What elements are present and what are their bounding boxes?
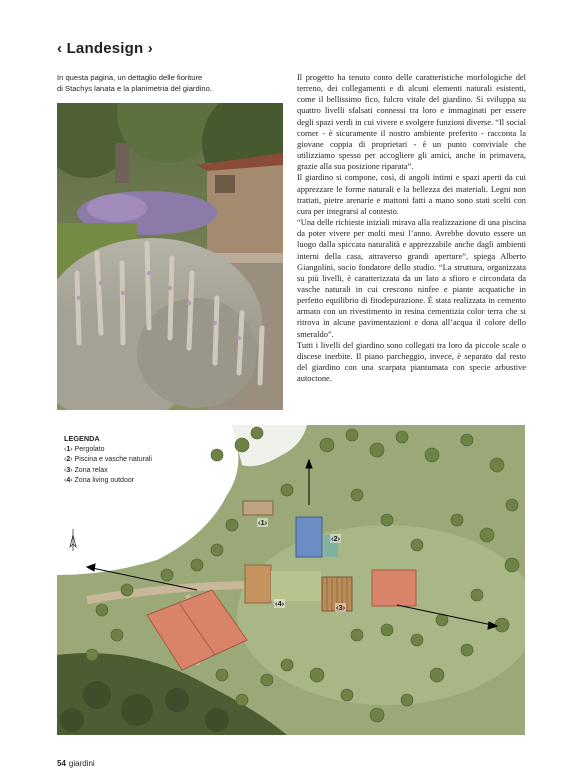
article-paragraph-2: Il giardino si compone, così, di angoli intimi e spazi aperti da cui apprezzare le forme naturali e la bellezza dei materiali. Legni non trattati, pietre arenarie e mattoni fatti a mano sono stati scelti con cura per integrarsi al contesto.: [297, 172, 526, 216]
plan-label-relax: ‹3›: [336, 603, 346, 612]
caption-line-1: In questa pagina, un dettaglio delle fioriture: [57, 73, 203, 82]
legend-item-label: Piscina e vasche naturali: [74, 456, 152, 463]
plan-legend: [64, 434, 152, 487]
article-paragraph-4: Tutti i livelli del giardino sono collegati tra loro da piccole scale o discese inerbite. Il piano parcheggio, invece, è separato dal resto del giardino con una scarpata piantumata con specie arbustive autoctone.: [297, 339, 526, 384]
plan-label-pergola: ‹1›: [258, 518, 268, 527]
page-footer: [57, 759, 95, 768]
garden-site-plan: [57, 425, 525, 735]
caption-line-2: di Stachys lanata e la planimetria del giardino.: [57, 84, 212, 93]
legend-item-living: ‹4› Zona living outdoor: [64, 477, 135, 484]
legend-item-relax: ‹3› Zona relax: [64, 466, 108, 474]
stachys-flowers-illustration: [57, 103, 283, 410]
legend-item-number: 1: [66, 445, 71, 453]
page-number: 54: [57, 759, 66, 768]
legend-item-label: Zona living outdoor: [74, 477, 135, 484]
article-paragraph-3: “Una delle richieste iniziali mirava alla realizzazione di una piscina da poter vivere per molti mesi l’anno. Avrebbe dovuto essere un luogo dalla spiccata naturalità e apprezzabile anche dagli ambienti interni della casa, attraverso grandi aperture”, spiega Alberto Giangolini, socio fondatore dello studio. “La struttura, organizzata su più livelli, è caratterizzata da un lato a sfioro e circondata da vasche naturali in cui crescono ninfee e piante acquatiche in perfetto equilibrio di fitodepurazione. È stata realizzata in cemento armato con un rivestimento in resina cementizia color terra che si ritrova in alcune pavimentazioni e dona all’acqua il colore dello smeraldo”.: [297, 217, 526, 339]
legend-item-pergola: ‹1› Pergolato: [64, 445, 105, 453]
garden-photo: [57, 103, 283, 410]
section-title: ‹ Landesign ›: [57, 40, 153, 57]
legend-item-label: Zona relax: [74, 466, 108, 474]
legend-item-label: Pergolato: [74, 445, 105, 453]
article-body: [297, 72, 526, 384]
legend-item-number: 3: [66, 466, 71, 474]
plan-label-living: ‹4›: [275, 599, 285, 608]
plan-label-pool: ‹2›: [331, 534, 341, 543]
legend-item-number: 4: [66, 477, 71, 484]
magazine-name: giardini: [68, 759, 95, 768]
article-paragraph-1: Il progetto ha tenuto conto delle caratteristiche morfologiche del terreno, dei collegamenti e di alcuni elementi naturali esistenti, come il bellissimo fico, fulcro vitale del giardino. Si sviluppa su quattro livelli sfalsati connessi tra loro e immaginati per essere degli spazi verdi in cui vivere e svolgere funzioni diverse. “Il social corner - è sicuramente il nostro ambiente preferito - racconta la giovane coppia di proprietari - è un punto conviviale che utilizziamo spesso per accogliere gli amici, anche in primavera, grazie alla sua posizione riparata”.: [297, 72, 526, 172]
photo-caption: [57, 72, 287, 94]
legend-item-number: 2: [66, 456, 71, 463]
legend-item-pool: ‹2› Piscina e vasche naturali: [64, 456, 152, 463]
legend-title: LEGENDA: [64, 434, 100, 443]
